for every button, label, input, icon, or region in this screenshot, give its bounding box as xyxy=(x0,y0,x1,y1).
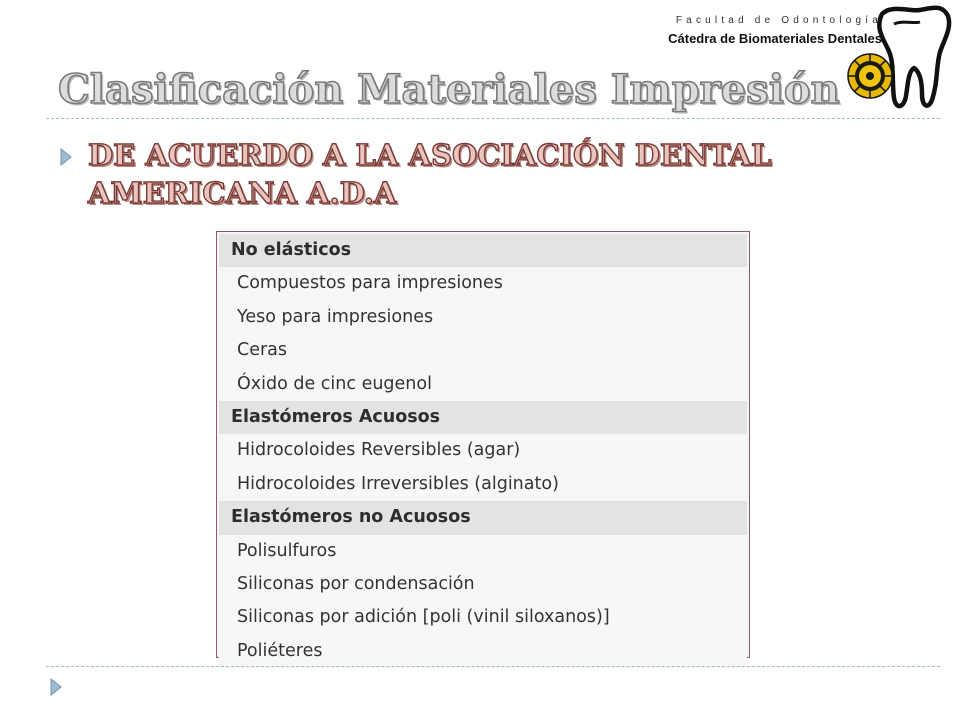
group-header: No elásticos xyxy=(219,234,747,267)
faculty-name: Facultad de Odontología xyxy=(675,15,882,26)
list-item: Ceras xyxy=(219,334,747,367)
triangle-nav-icon[interactable] xyxy=(50,678,62,696)
divider-bottom xyxy=(46,666,940,667)
list-item: Yeso para impresiones xyxy=(219,301,747,334)
header-institution xyxy=(668,14,882,47)
university-seal-icon xyxy=(846,52,894,100)
slide-title: Clasificación Materiales Impresión xyxy=(58,66,840,113)
list-item: Compuestos para impresiones xyxy=(219,267,747,300)
list-item: Hidrocoloides Irreversibles (alginato) xyxy=(219,468,747,501)
slide-subtitle: DE ACUERDO A LA ASOCIACIÓN DENTAL AMERICANA A.D.A xyxy=(88,138,772,210)
list-item: Polisulfuros xyxy=(219,535,747,568)
divider-top xyxy=(46,118,940,119)
list-item: Siliconas por condensación xyxy=(219,568,747,601)
chair-name: Cátedra de Biomateriales Dentales xyxy=(668,31,882,46)
list-item: Óxido de cinc eugenol xyxy=(219,368,747,401)
list-item: Siliconas por adición [poli (vinil siloxanos)] xyxy=(219,601,747,634)
triangle-bullet-icon xyxy=(60,148,72,166)
list-item: Hidrocoloides Reversibles (agar) xyxy=(219,434,747,467)
group-header: Elastómeros Acuosos xyxy=(219,401,747,434)
list-item: Poliéteres xyxy=(219,635,747,668)
classification-table xyxy=(216,231,750,661)
group-header: Elastómeros no Acuosos xyxy=(219,501,747,534)
